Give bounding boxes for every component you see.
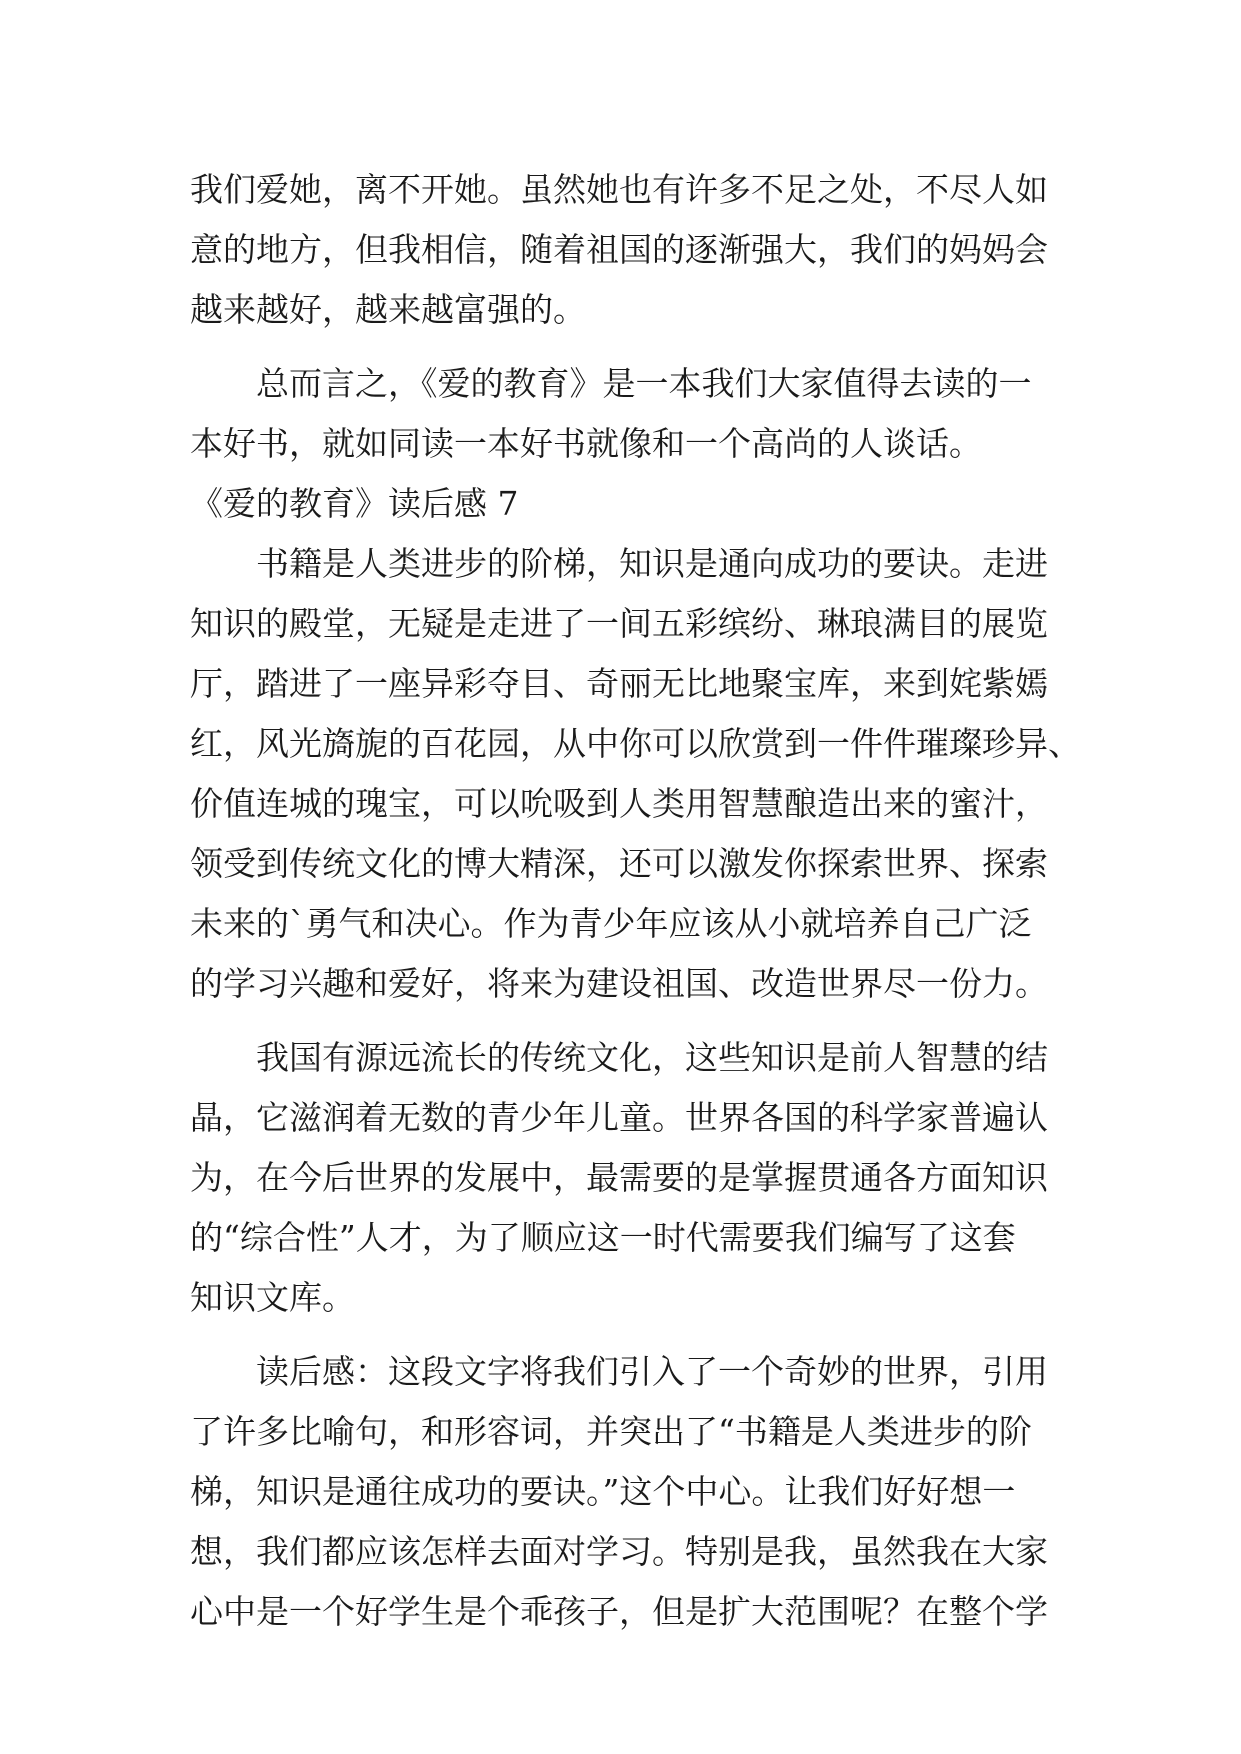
text-line: 的“综合性”人才，为了顺应这一时代需要我们编写了这套 xyxy=(190,1218,1016,1257)
paragraph xyxy=(190,354,1070,474)
text-line: 越来越好，越来越富强的。 xyxy=(190,290,586,329)
paragraph xyxy=(190,1028,1070,1328)
text-line: 梯，知识是通往成功的要诀。”这个中心。让我们好好想一 xyxy=(190,1472,1016,1511)
paragraph xyxy=(190,534,1081,1014)
paragraph-gap xyxy=(190,1328,1070,1342)
heading-text: 《爱的教育》读后感 7 xyxy=(190,484,519,523)
text-line: 知识文库。 xyxy=(190,1278,355,1317)
text-line: 我国有源远流长的传统文化，这些知识是前人智慧的结 xyxy=(190,1038,1048,1077)
text-line: 书籍是人类进步的阶梯，知识是通向成功的要诀。走进 xyxy=(190,544,1048,583)
text-line: 我们爱她，离不开她。虽然她也有许多不足之处，不尽人如 xyxy=(190,170,1048,209)
text-line: 读后感：这段文字将我们引入了一个奇妙的世界，引用 xyxy=(190,1352,1048,1391)
paragraph-gap xyxy=(190,340,1070,354)
text-line: 领受到传统文化的博大精深，还可以激发你探索世界、探索 xyxy=(190,844,1048,883)
paragraph-gap xyxy=(190,1014,1070,1028)
section-heading xyxy=(190,474,1070,534)
paragraph xyxy=(190,160,1070,340)
paragraph xyxy=(190,1342,1070,1642)
text-line: 价值连城的瑰宝，可以吮吸到人类用智慧酿造出来的蜜汁， xyxy=(190,784,1048,823)
text-line: 心中是一个好学生是个乖孩子，但是扩大范围呢？在整个学 xyxy=(190,1592,1048,1631)
text-line: 了许多比喻句，和形容词，并突出了“书籍是人类进步的阶 xyxy=(190,1412,1032,1451)
text-line: 意的地方，但我相信，随着祖国的逐渐强大，我们的妈妈会 xyxy=(190,230,1048,269)
text-line: 红，风光旖旎的百花园，从中你可以欣赏到一件件璀璨珍异、 xyxy=(190,724,1081,763)
text-line: 想，我们都应该怎样去面对学习。特别是我，虽然我在大家 xyxy=(190,1532,1048,1571)
text-line: 为，在今后世界的发展中，最需要的是掌握贯通各方面知识 xyxy=(190,1158,1048,1197)
text-line: 晶，它滋润着无数的青少年儿童。世界各国的科学家普遍认 xyxy=(190,1098,1048,1137)
text-line: 厅，踏进了一座异彩夺目、奇丽无比地聚宝库，来到姹紫嫣 xyxy=(190,664,1048,703)
text-line: 本好书，就如同读一本好书就像和一个高尚的人谈话。 xyxy=(190,424,982,463)
text-line: 知识的殿堂，无疑是走进了一间五彩缤纷、琳琅满目的展览 xyxy=(190,604,1048,643)
text-line: 的学习兴趣和爱好，将来为建设祖国、改造世界尽一份力。 xyxy=(190,964,1048,1003)
text-line: 未来的`勇气和决心。作为青少年应该从小就培养自己广泛 xyxy=(190,904,1032,943)
text-line: 总而言之，《爱的教育》是一本我们大家值得去读的一 xyxy=(190,364,1032,403)
document-body xyxy=(190,160,1081,1642)
